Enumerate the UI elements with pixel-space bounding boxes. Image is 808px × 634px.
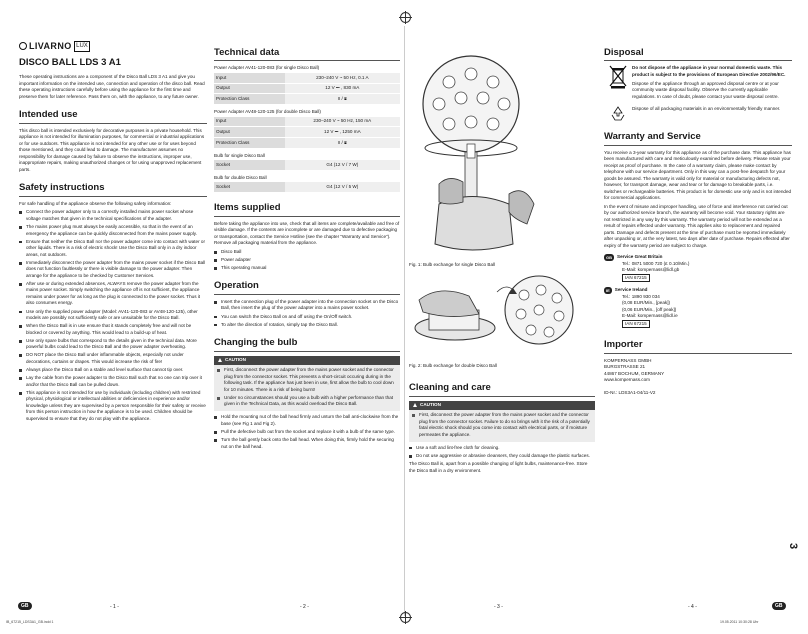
page-number-1: - 1 - xyxy=(110,604,119,610)
list-item: Use only spare bulbs that correspond to the details given in the technical data. More powerful bulbs could lead to the Disco Ball and the power adapter overheating. xyxy=(19,338,207,351)
figure-1-illustration xyxy=(409,44,595,259)
table-cell: 230–240 V ~ 50 Hz, 150 mA xyxy=(285,117,400,127)
ie-badge: IE xyxy=(606,287,610,293)
list-item: Always place the Disco Ball on a stable and level surface that cannot tip over. xyxy=(19,367,207,374)
adapter1-table xyxy=(214,73,400,105)
list-item: Power adapter xyxy=(214,257,400,264)
list-item: DO NOT place the Disco Ball under inflammable objects, especially not under decorations, curtains or drapes. This would increase the risk of fire! xyxy=(19,352,207,365)
changing-bulb-list xyxy=(214,414,400,450)
heading-importer: Importer xyxy=(604,338,792,353)
footer-gb-badge-left: GB xyxy=(18,602,32,610)
service-ie: IE Service Ireland Tel.: 1890 930 034 (0,08 EUR/Min., [peak]) (0,06 EUR/Min., [off peak]) E-Mail: kompernass@lidl.ie IAN 67215 xyxy=(604,287,792,328)
list-item: Use a soft and lint-free cloth for cleaning. xyxy=(409,445,595,452)
list-item: This operating manual xyxy=(214,265,400,272)
warranty-text: You receive a 3-year warranty for this appliance as of the purchase date. This appliance has been manufactured with care and meticulously examined before delivery. Please retain your receipt as proof of purchase. In the case of a warranty claim, please make contact by telephone with our service department. Only in this way can a post-free despatch for your goods be assured. The warranty is valid only for material or manufacturing defects not, however, for transport damage, wear and tear or for damage to breakable parts, i.e. switches or rechargeable batteries. This product is for domestic use only and is not intended for commercial applications. xyxy=(604,149,792,201)
heading-technical-data: Technical data xyxy=(214,46,400,61)
heading-operation: Operation xyxy=(214,279,400,294)
footer-gb-badge-right: GB xyxy=(772,602,786,610)
cleaning-text: The Disco Ball is, apart from a possible changing of light bulbs, maintenance-free. Store the Disco Ball in a dry environment. xyxy=(409,461,588,473)
operation-list xyxy=(214,299,400,328)
table-cell: Socket xyxy=(214,160,285,170)
items-supplied-text: Before taking the appliance into use, check that all items are complete/available and free of visible damage. If the contents are incomplete or are damaged due to defective packaging or transportation, contact the Service Hotline (see the chapter "Warranty and Service"). Remove all packaging material from the appliance. xyxy=(214,220,400,246)
table-cell: Input xyxy=(214,73,285,83)
page-number-3: - 3 - xyxy=(494,604,503,610)
page-number-2: - 2 - xyxy=(300,604,309,610)
column-2 xyxy=(214,42,400,452)
gb-badge: GB xyxy=(606,254,612,260)
disposal-text: Dispose of the appliance through an approved disposal centre or at your community waste disposal facility. Observe the currently applicable regulations. In case of doubt, please contact your waste disposal centre. xyxy=(632,80,779,99)
heading-safety: Safety instructions xyxy=(19,181,207,196)
side-page-number: 3 xyxy=(787,542,800,550)
adapter2-table xyxy=(214,117,400,149)
list-item: Under no circumstances should you use a bulb with a higher performance than that given in the Technical Data, as this would overload the Disco Ball. xyxy=(217,395,396,408)
heading-changing-bulb: Changing the bulb xyxy=(214,336,400,351)
table-cell: II / ⧈ xyxy=(285,94,400,105)
column-1 xyxy=(19,40,207,424)
safety-list xyxy=(19,209,207,422)
cleaning-list xyxy=(409,445,595,460)
figure-2-caption: Fig. 2: Bulb exchange for double Disco Ball xyxy=(409,362,497,368)
recycle-icon xyxy=(610,106,626,122)
table-cell: Output xyxy=(214,127,285,138)
adapter2-title: Power Adapter AV48-120-125 (for double Disco Ball) xyxy=(214,109,321,115)
table-cell: Input xyxy=(214,117,285,127)
list-item: Pull the defective bulb out from the socket and replace it with a bulb of the same type. xyxy=(214,429,400,436)
caution-banner: CAUTION xyxy=(214,356,400,366)
safety-lead: For safe handling of the appliance observe the following safety information: xyxy=(19,200,172,206)
list-item: Insert the connection plug of the power adapter into the connection socket on the Disco Ball, then insert the plug of the power adapter into a mains power socket. xyxy=(214,299,400,312)
list-item: First, disconnect the power adapter from the mains power socket and the connector plug from the connector socket. This prevents a short-circuit occuring during in the following task. If the appliance has just been in use, first allow the bulb to cool down for 10 minutes. There is a risk of being burnt! xyxy=(217,367,396,393)
list-item: You can switch the Disco Ball on and off using the On/Off switch. xyxy=(214,314,400,321)
heading-cleaning: Cleaning and care xyxy=(409,381,595,396)
warning-icon xyxy=(218,358,222,362)
list-item: The mains power plug must always be easily accessible, so that in the event of an emergency the appliance can be quickly disconnected from the mains power supply. xyxy=(19,224,207,237)
file-name: IB_67215_LDS3A1_GB.indd 1 xyxy=(6,620,54,624)
column-4 xyxy=(604,42,792,399)
list-item: Lay the cable from the power adapter to the Disco Ball such that no one can trip over it and/or that the Disco Ball can be pulled down. xyxy=(19,375,207,388)
disposal-warning: Do not dispose of the appliance in your normal domestic waste. This product is subject to the provisions of European Directive 2002/96/EC. xyxy=(632,65,786,77)
heading-items-supplied: Items supplied xyxy=(214,201,400,216)
registration-mark-top xyxy=(400,12,411,23)
figure-2-illustration xyxy=(409,270,595,360)
list-item: Turn the ball gently back onto the ball head. When doing this, firmly hold the securing nut on the ball head. xyxy=(214,437,400,450)
bulb1-table xyxy=(214,160,400,171)
disposal-packaging xyxy=(604,106,792,122)
bulb2-title: Bulb for double Disco Ball xyxy=(214,174,267,180)
list-item: Ensure that neither the Disco Ball nor the power adapter come into contact with water or other liquids. There is a risk of electric shock! Use the Disco Ball only in a dry indoor areas, not outdoors. xyxy=(19,239,207,259)
disco-ball-double-icon xyxy=(409,270,595,360)
list-item: Immediately disconnect the power adapter from the mains power socket if the Disco Ball does not function faultlessly or there is visible damage to the power adapter. Then arrange for the appliance to be checked by Customer Services. xyxy=(19,260,207,280)
table-cell: Output xyxy=(214,83,285,94)
disposal-pack-text: Dispose of all packaging materials in an environmentally friendly manner. xyxy=(632,106,781,112)
service-gb: GB Service Great Britain Tel.: 0871 5000 720 (£ 0.10/Min.) E-Mail: kompernass@lidl.gb IAN 67215 xyxy=(604,254,792,282)
logo-icon xyxy=(19,42,27,50)
list-item: Do not use aggressive or abrasive cleansers, they could damage the plastic surfaces. xyxy=(409,453,595,460)
table-cell: Socket xyxy=(214,182,285,192)
caution-box xyxy=(409,410,595,442)
table-cell: Protection Class xyxy=(214,138,285,149)
brand-logo: LIVARNO LUX xyxy=(19,40,207,53)
intro-text: These operating instructions are a component of the Disco Ball LDS 3 A1 and give you important information on the intended use, connection and operation of the disco ball. Read these operating instructions carefully before using the appliance for the first time and preserve them for later reference. Pass them on, with the appliance, to any future owner. xyxy=(19,74,205,99)
caution-box xyxy=(214,365,400,411)
heading-warranty: Warranty and Service xyxy=(604,130,792,145)
page-number-4: - 4 - xyxy=(688,604,697,610)
table-cell: G4 (12 V / 5 W) xyxy=(285,182,400,192)
bulb2-table xyxy=(214,182,400,193)
column-3 xyxy=(409,44,595,476)
table-cell: 230–240 V ~ 50 Hz, 0.1 A xyxy=(285,73,400,83)
heading-intended-use: Intended use xyxy=(19,108,207,123)
registration-mark-bottom xyxy=(400,612,411,623)
table-cell: II / ⧈ xyxy=(285,138,400,149)
crossed-bin-icon xyxy=(609,65,627,89)
document-title: DISCO BALL LDS 3 A1 xyxy=(19,56,121,68)
list-item: Use only the supplied power adapter (Model: AV41-120-083 or AV48-120-125), other models are possibly not sufficiently safe or are unsuitable for the Disco Ball. xyxy=(19,309,207,322)
caution-banner: CAUTION xyxy=(409,401,595,411)
list-item: This appliance is not intended for use by individuals (including children) with restricted physical, physiological or intellectual abilities or deficiencies in experience and/or knowledge unless they are supervised by a person responsible for their safety or receive from this person instruction in how the appliance is to be used. Children should be supervised to ensure that they do not play with the appliance. xyxy=(19,390,207,423)
ian-box: IAN 67215 xyxy=(622,274,650,283)
disposal-weee xyxy=(604,65,792,102)
print-date: 19.05.2011 10:30:28 Uhr xyxy=(720,620,759,624)
warning-icon xyxy=(413,403,417,407)
items-supplied-list xyxy=(214,249,400,272)
ian-box: IAN 67215 xyxy=(622,320,650,329)
list-item: Disco Ball xyxy=(214,249,400,256)
disco-ball-single-icon xyxy=(409,44,595,259)
heading-disposal: Disposal xyxy=(604,46,792,61)
list-item: Connect the power adapter only to a correctly installed mains power socket whose voltage matches that given in the technical specifications of the adapter. xyxy=(19,209,207,222)
table-cell: 12 V ⎓ , 830 mA xyxy=(285,83,400,94)
table-cell: Protection Class xyxy=(214,94,285,105)
intended-use-text: This disco ball is intended exclusively for decorative purposes in a private household. This appliance is not intended for illumination purposes, for commercial or industrial applications or for use outdoors. This appliance is not intended for any other use or for uses beyond those mentioned, and they could lead to damage. The manufacturer assumes no responsibility for damage caused by failure to observe the instructions, improper use, inappropriate repairs, making unauthorized changes or for using unapproved replacement parts. xyxy=(19,127,205,172)
list-item: Hold the mounting nut of the ball head firmly and unturn the ball anti-clockwise from the base (see Fig 1 and Fig 2). xyxy=(214,414,400,427)
importer-address: KOMPERNASS GMBH BURGSTRASSE 21 44867 BOCHUM, GERMANY www.kompernass.com xyxy=(604,357,665,383)
adapter1-title: Power Adapter AV41-120-083 (for single Disco Ball) xyxy=(214,65,320,71)
table-cell: 12 V ⎓ , 1250 mA xyxy=(285,127,400,138)
list-item: First, disconnect the power adapter from the mains power socket and the connector plug from the connector socket. Failure to do so brings with it the risk of a potentially fatal electric shock should you come into contact with electrical parts, or if moisture permeates the appliance. xyxy=(412,412,591,438)
id-number: ID-Nr.: LDS3A1-04/11-V2 xyxy=(604,389,656,395)
list-item: To alter the direction of rotation, simply tap the Disco Ball. xyxy=(214,322,400,329)
list-item: When the Disco Ball is in use ensure that it stands completely free and will not be blocked or covered by anything. This would lead to a build-up of heat. xyxy=(19,323,207,336)
list-item: After use or during extended absences, ALWAYS remove the power adapter from the mains power socket. Simply switching the appliance off is not sufficient, the appliance remains under power for as long as the plug is connected to the power socket. Thus it also consumes energy. xyxy=(19,281,207,307)
bulb1-title: Bulb for single Disco Ball xyxy=(214,152,265,158)
figure-1-caption: Fig. 1: Bulb exchange for single Disco Ball xyxy=(409,262,496,267)
warranty-text-2: In the event of misuse and improper handling, use of force and interference not carried out by our authorized service branch, the warranty will become void. Your statutory rights are not restricted in any way by this warranty. The warranty period will not be extended as a result of repairs effected under warranty. This applies also to replacement and repaired parts. Damage and defects present at the time of purchase must be reported immediately after unpacking or, at the very latest, two days after date of purchase. Repairs effected after expiry of the warranty period are subject to charge. xyxy=(604,203,790,248)
table-cell: G4 (12 V / 7 W) xyxy=(285,160,400,170)
